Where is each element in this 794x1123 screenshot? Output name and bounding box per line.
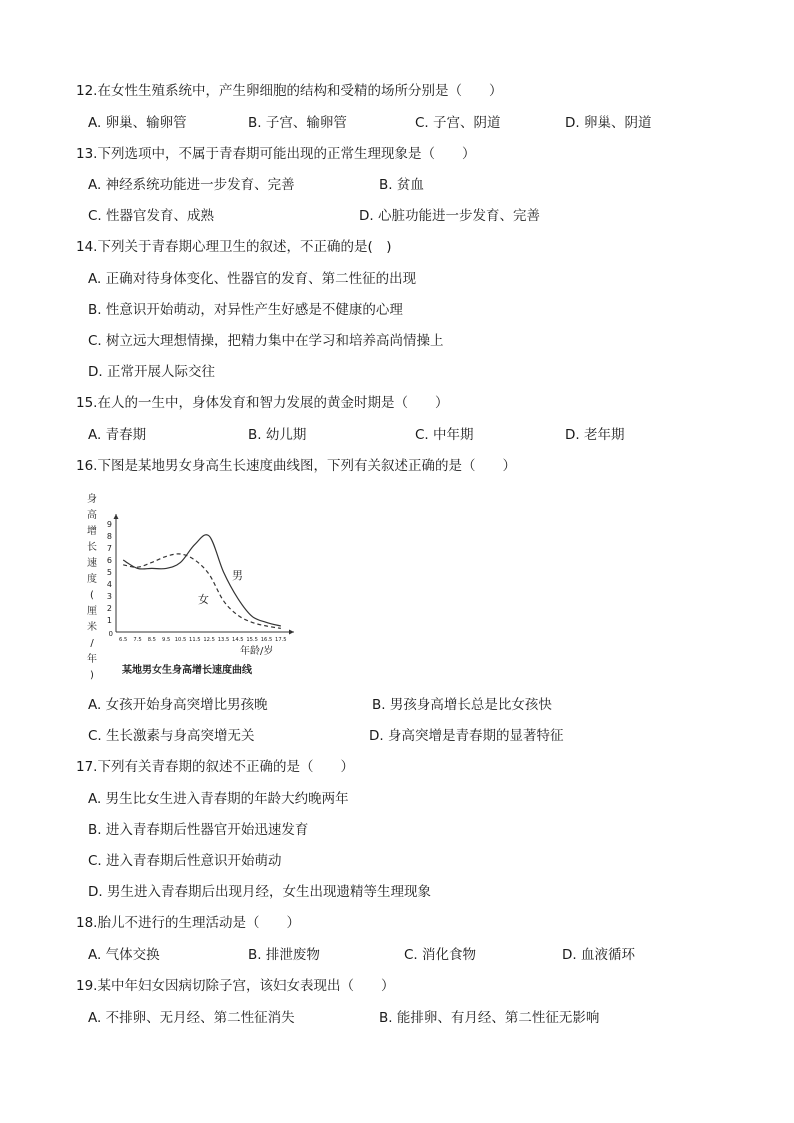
y-axis-arrow — [114, 514, 119, 519]
q15-option-d[interactable]: D. 老年期 — [565, 427, 625, 443]
x-tick-label: 17.5 — [275, 637, 287, 643]
q15-option-a[interactable]: A. 青春期 — [88, 427, 147, 443]
y-axis-label-char: ) — [90, 670, 94, 681]
q14-option-b[interactable]: B. 性意识开始萌动，对异性产生好感是不健康的心理 — [88, 302, 403, 318]
series-label-female: 女 — [198, 593, 209, 606]
chart-series — [123, 535, 281, 629]
y-axis-label-char: 长 — [87, 542, 97, 553]
x-tick-label: 9.5 — [162, 637, 171, 643]
y-axis-label-char: 厘 — [87, 606, 97, 617]
q18-option-b[interactable]: B. 排泄废物 — [248, 947, 320, 963]
q19-option-b[interactable]: B. 能排卵、有月经、第二性征无影响 — [379, 1010, 600, 1026]
y-axis-label — [87, 493, 97, 681]
chart-axes — [114, 514, 295, 635]
q16-option-a[interactable]: A. 女孩开始身高突增比男孩晚 — [88, 697, 268, 713]
x-tick-labels — [119, 637, 287, 643]
x-axis-label: 年龄/岁 — [240, 646, 274, 657]
question-17-stem: 17.下列有关青春期的叙述不正确的是（ ） — [76, 759, 354, 775]
question-18-stem: 18.胎儿不进行的生理活动是（ ） — [76, 915, 300, 931]
q12-option-d[interactable]: D. 卵巢、阴道 — [565, 115, 652, 131]
y-axis-label-char: 增 — [87, 526, 97, 537]
x-tick-label: 12.5 — [203, 637, 215, 643]
y-tick-label: 1 — [106, 616, 112, 625]
q12-option-c[interactable]: C. 子宫、阴道 — [415, 115, 501, 131]
q17-option-a[interactable]: A. 男生比女生进入青春期的年龄大约晚两年 — [88, 791, 349, 807]
q18-option-d[interactable]: D. 血液循环 — [562, 947, 635, 963]
q12-option-a[interactable]: A. 卵巢、输卵管 — [88, 115, 187, 131]
x-tick-label: 8.5 — [147, 637, 156, 643]
q17-option-b[interactable]: B. 进入青春期后性器官开始迅速发育 — [88, 822, 309, 838]
q13-option-c[interactable]: C. 性器官发育、成熟 — [88, 208, 215, 224]
q15-option-b[interactable]: B. 幼儿期 — [248, 427, 307, 443]
y-tick-label: 6 — [106, 556, 112, 565]
y-axis-label-char: 米 — [87, 622, 97, 633]
x-tick-label: 13.5 — [217, 637, 230, 643]
y-axis-label-char: 速 — [87, 558, 97, 569]
y-axis-label-char: / — [90, 638, 94, 649]
x-tick-label: 15.5 — [246, 637, 258, 643]
y-tick-label: 7 — [106, 544, 112, 553]
y-tick-labels — [107, 520, 113, 638]
q15-option-c[interactable]: C. 中年期 — [415, 427, 474, 443]
y-tick-label: 2 — [106, 604, 112, 613]
y-axis-label-char: ( — [90, 590, 94, 601]
question-13-stem: 13.下列选项中，不属于青春期可能出现的正常生理现象是（ ） — [76, 146, 476, 162]
x-tick-label: 6.5 — [119, 637, 128, 643]
chart-title: 某地男女生身高增长速度曲线 — [122, 665, 252, 676]
q13-option-b[interactable]: B. 贫血 — [379, 177, 424, 193]
y-tick-label: 3 — [106, 592, 112, 601]
q18-option-a[interactable]: A. 气体交换 — [88, 947, 160, 963]
question-15-stem: 15.在人的一生中，身体发育和智力发展的黄金时期是（ ） — [76, 395, 449, 411]
q14-option-a[interactable]: A. 正确对待身体变化、性器官的发育、第二性征的出现 — [88, 271, 417, 287]
y-tick-label: 5 — [106, 568, 112, 577]
q16-option-b[interactable]: B. 男孩身高增长总是比女孩快 — [372, 697, 552, 713]
series-line-male — [123, 535, 281, 626]
q16-option-c[interactable]: C. 生长激素与身高突增无关 — [88, 728, 255, 744]
y-tick-label: 8 — [106, 532, 112, 541]
y-axis-label-char: 度 — [87, 574, 97, 585]
x-tick-label: 7.5 — [133, 637, 142, 643]
q14-option-d[interactable]: D. 正常开展人际交往 — [88, 364, 215, 380]
x-tick-label: 11.5 — [189, 637, 201, 643]
question-12-stem: 12.在女性生殖系统中，产生卵细胞的结构和受精的场所分别是（ ） — [76, 83, 503, 99]
q19-option-a[interactable]: A. 不排卵、无月经、第二性征消失 — [88, 1010, 295, 1026]
y-tick-label: 9 — [106, 520, 112, 529]
y-axis-label-char: 年 — [87, 654, 97, 665]
y-tick-label: 4 — [106, 580, 112, 589]
q17-option-c[interactable]: C. 进入青春期后性意识开始萌动 — [88, 853, 282, 869]
q16-option-d[interactable]: D. 身高突增是青春期的显著特征 — [369, 728, 564, 744]
q18-option-c[interactable]: C. 消化食物 — [404, 947, 477, 963]
question-19-stem: 19.某中年妇女因病切除子宫，该妇女表现出（ ） — [76, 978, 395, 994]
growth-speed-chart — [84, 488, 304, 688]
x-tick-label: 16.5 — [260, 637, 273, 643]
y-axis-label-char: 高 — [87, 510, 97, 521]
q12-option-b[interactable]: B. 子宫、输卵管 — [248, 115, 347, 131]
y-axis-label-char: 身 — [87, 494, 97, 505]
question-16-stem: 16.下图是某地男女身高生长速度曲线图，下列有关叙述正确的是（ ） — [76, 458, 516, 474]
y-tick-label: 0 — [108, 630, 113, 638]
q13-option-a[interactable]: A. 神经系统功能进一步发育、完善 — [88, 177, 295, 193]
x-tick-label: 10.5 — [174, 637, 187, 643]
question-14-stem: 14.下列关于青春期心理卫生的叙述，不正确的是( ) — [76, 239, 392, 255]
series-line-female — [123, 554, 281, 629]
x-axis-arrow — [289, 630, 294, 635]
x-tick-label: 14.5 — [232, 637, 244, 643]
series-label-male: 男 — [232, 569, 243, 582]
q17-option-d[interactable]: D. 男生进入青春期后出现月经，女生出现遗精等生理现象 — [88, 884, 431, 900]
q14-option-c[interactable]: C. 树立远大理想情操，把精力集中在学习和培养高尚情操上 — [88, 333, 444, 349]
q13-option-d[interactable]: D. 心脏功能进一步发育、完善 — [359, 208, 540, 224]
